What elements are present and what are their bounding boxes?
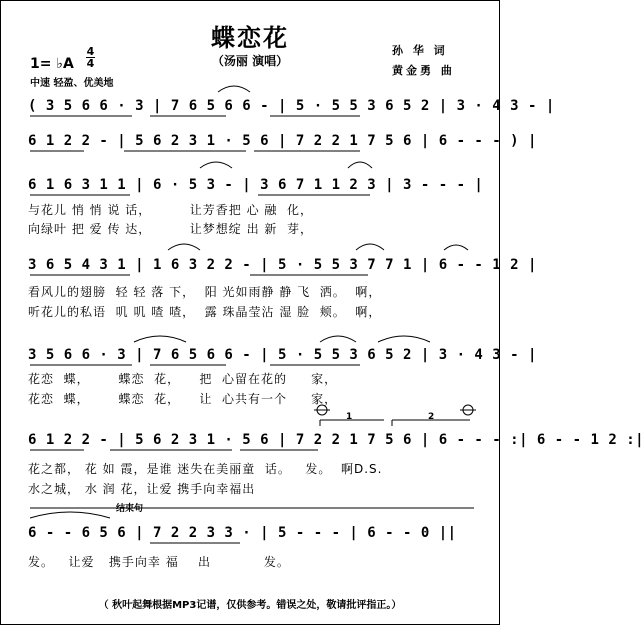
tempo-marking: 中速 轻盈、优美地 [30, 78, 114, 89]
score-line-5: 3 5 6 6 · 3 | 7 6 5 6 6 - | 5 · 5 5 3 6 5 2 | 3 · 4 3 - | [28, 347, 537, 363]
volta-2-label: 2 [428, 412, 435, 422]
slur-mark [378, 336, 430, 342]
key-signature: 1= ♭A [30, 56, 74, 72]
slur-mark [30, 512, 110, 518]
composer-credit: 黄金勇 曲 [392, 64, 455, 77]
lyric-chorus-line1: 花恋 蝶， 蝶恋 花， 把 心留在花的 家， [28, 372, 338, 386]
performer-credit: （汤丽 演唱） [211, 54, 289, 68]
time-signature-top: 4 [86, 45, 95, 58]
score-line-6: 6 1 2 2 - | 5 6 2 3 1 · 5 6 | 7 2 2 1 7 5 6 | 6 - - - :| 6 - - 1 2 :| [28, 432, 644, 448]
volta-1-label: 1 [346, 412, 353, 422]
slur-mark [134, 336, 186, 342]
lyric-verse2-line1: 向绿叶 把 爱 传 达， 让梦想绽 出 新 芽， [28, 222, 314, 236]
slur-mark [218, 86, 250, 92]
lyric-chorus-line2: 花恋 蝶， 蝶恋 花， 让 心共有一个 家， [28, 392, 338, 406]
score-line-3: 6 1 6 3 1 1 | 6 · 5 3 - | 3 6 7 1 1 2 3 | 3 - - - | [28, 177, 484, 193]
slur-mark [348, 162, 372, 168]
lyric-final-line: 发。 让爱 携手向幸 福 出 发。 [28, 555, 290, 569]
lyric-ending-line2: 水之城， 水 润 花，让爱 携手向幸福出 [28, 482, 256, 496]
transcription-note: （ 秋叶起舞根据MP3记谱，仅供参考。错误之处，敬请批评指正。） [98, 600, 402, 611]
lyric-verse1-line1: 与花儿 悄 悄 说 话， 让芳香把 心 融 化， [28, 203, 314, 217]
slur-mark [356, 244, 384, 250]
time-signature-bottom: 4 [86, 57, 95, 70]
slur-mark [200, 162, 232, 168]
lyric-verse2-line2: 听花儿的私语 叽 叽 喳 喳， 露 珠晶莹沾 湿 脸 颊。 啊， [28, 305, 382, 319]
score-line-4: 3 6 5 4 3 1 | 1 6 3 2 2 - | 5 · 5 5 3 7 7 1 | 6 - - 1 2 | [28, 257, 537, 273]
slur-mark [444, 245, 468, 250]
slur-mark [320, 336, 356, 342]
score-line-7: 6 - - 6 5 6 | 7 2 2 3 3 · | 5 - - - | 6 - - 0 || [28, 525, 457, 541]
score-line-1: ( 3 5 6 6 · 3 | 7 6 5 6 6 - | 5 · 5 5 3 6 5 2 | 3 · 4 3 - | [28, 98, 555, 114]
score-line-2: 6 1 2 2 - | 5 6 2 3 1 · 5 6 | 7 2 2 1 7 5 6 | 6 - - - ) | [28, 133, 537, 149]
lyric-verse1-line2: 看风儿的翅膀 轻 轻 落 下， 阳 光如雨静 静 飞 洒。 啊， [28, 285, 382, 299]
slur-mark [168, 244, 200, 250]
ending-label: 结束句 [116, 504, 144, 514]
lyricist-credit: 孙 华 词 [392, 44, 448, 57]
lyric-ending-line1: 花之都， 花 如 霞，是谁 迷失在美丽童 话。 发。 啊D.S. [28, 462, 383, 476]
song-title: 蝶恋花 [211, 24, 289, 52]
